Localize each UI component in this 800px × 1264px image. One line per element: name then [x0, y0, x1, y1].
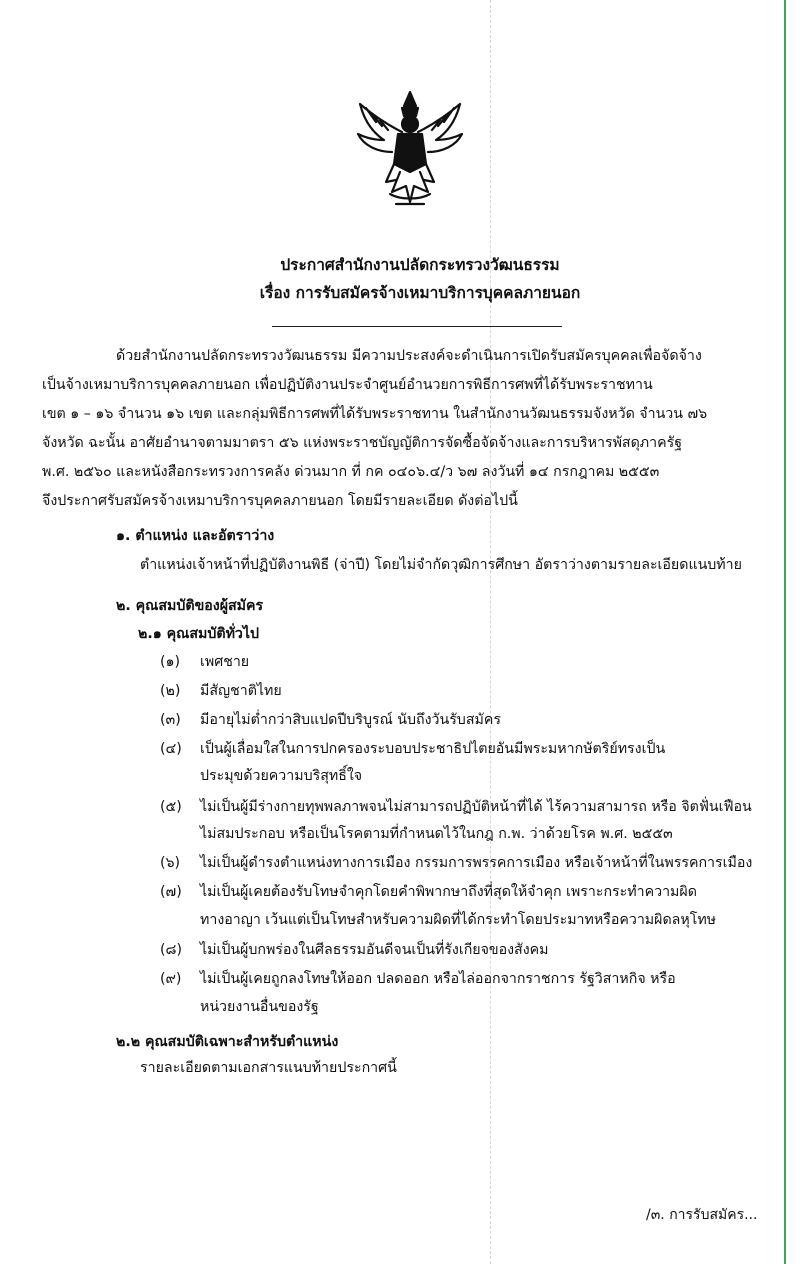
item-text-continued: ทางอาญา เว้นแต่เป็นโทษสำหรับความผิดที่ได้กระทำโดยประมาทหรือความผิดลหุโทษ — [200, 912, 717, 928]
qualification-item — [160, 969, 676, 989]
intro-line: พ.ศ. ๒๕๖๐ และหนังสือกระทรวงการคลัง ด่วนมาก ที่ กค ๐๔๐๖.๔/ว ๖๗ ลงวันที่ ๑๔ กรกฎาคม ๒๕๕๓ — [42, 464, 660, 480]
qualification-item — [160, 940, 549, 960]
qualification-item — [160, 853, 752, 873]
qualification-item — [160, 710, 501, 730]
section2-2-heading: ๒.๒ คุณสมบัติเฉพาะสำหรับตำแหน่ง — [116, 1034, 339, 1050]
item-text: ไม่เป็นผู้บกพร่องในศีลธรรมอันดีจนเป็นที่รังเกียจของสังคม — [200, 942, 549, 958]
section2-2-text: รายละเอียดตามเอกสารแนบท้ายประกาศนี้ — [140, 1060, 397, 1076]
intro-line: เขต ๑ – ๑๖ จำนวน ๑๖ เขต และกลุ่มพิธีการศพที่ได้รับพระราชทาน ในสำนักงานวัฒนธรรมจังหวัด จำนวน ๗๖ — [42, 406, 708, 422]
item-number: (๖) — [160, 855, 181, 871]
section1-text: ตำแหน่งเจ้าหน้าที่ปฏิบัติงานพิธี (จ่าปี) โดยไม่จำกัดวุฒิการศึกษา อัตราว่างตามรายละเอียดแนบท้าย — [140, 557, 742, 573]
qualification-item — [160, 652, 249, 672]
section2-heading: ๒. คุณสมบัติของผู้สมัคร — [116, 598, 264, 614]
item-text: ไม่เป็นผู้เคยต้องรับโทษจำคุกโดยคำพิพากษาถึงที่สุดให้จำคุก เพราะกระทำความผิด — [200, 884, 697, 900]
qualification-item — [160, 739, 665, 759]
item-number: (๔) — [160, 741, 182, 757]
intro-line: ด้วยสำนักงานปลัดกระทรวงวัฒนธรรม มีความประสงค์จะดำเนินการเปิดรับสมัครบุคคลเพื่อจัดจ้าง — [116, 348, 702, 364]
section2-1-heading: ๒.๑ คุณสมบัติทั่วไป — [138, 626, 260, 642]
margin-line — [784, 0, 786, 1264]
fold-line — [490, 0, 491, 1264]
item-text: มีอายุไม่ต่ำกว่าสิบแปดปีบริบูรณ์ นับถึงวันรับสมัคร — [200, 712, 501, 728]
item-number: (๙) — [160, 971, 182, 987]
intro-line: จังหวัด ฉะนั้น อาศัยอำนาจตามมาตรา ๕๖ แห่งพระราชบัญญัติการจัดซื้อจัดจ้างและการบริหารพัสดุภาครัฐ — [42, 435, 683, 451]
item-text: มีสัญชาติไทย — [200, 683, 282, 699]
intro-line: จึงประกาศรับสมัครจ้างเหมาบริการบุคคลภายนอก โดยมีรายละเอียด ดังต่อไปนี้ — [42, 493, 518, 509]
document-subject: เรื่อง การรับสมัครจ้างเหมาบริการบุคคลภายนอก — [259, 284, 581, 302]
item-text: ไม่เป็นผู้มีร่างกายทุพพลภาพจนไม่สามารถปฏิบัติหน้าที่ได้ ไร้ความสามารถ หรือ จิตฟั่นเฟือน — [200, 799, 752, 815]
section1-heading: ๑. ตำแหน่ง และอัตราว่าง — [116, 528, 275, 544]
item-text: ไม่เป็นผู้เคยถูกลงโทษให้ออก ปลดออก หรือไล่ออกจากราชการ รัฐวิสาหกิจ หรือ — [200, 971, 676, 987]
item-number: (๑) — [160, 654, 181, 670]
item-text-continued: ไม่สมประกอบ หรือเป็นโรคตามที่กำหนดไว้ในกฎ ก.พ. ว่าด้วยโรค พ.ศ. ๒๕๕๓ — [200, 826, 673, 842]
item-text: เพศชาย — [200, 654, 250, 670]
item-text: ไม่เป็นผู้ดำรงตำแหน่งทางการเมือง กรรมการพรรคการเมือง หรือเจ้าหน้าที่ในพรรคการเมือง — [200, 855, 753, 871]
item-number: (๘) — [160, 942, 183, 958]
title-divider — [272, 326, 562, 327]
item-text-continued: ประมุขด้วยความบริสุทธิ์ใจ — [200, 768, 363, 784]
qualification-item — [160, 882, 697, 902]
item-text: เป็นผู้เลื่อมใสในการปกครองระบอบประชาธิปไตยอันมีพระมหากษัตริย์ทรงเป็น — [200, 741, 666, 757]
intro-line: เป็นจ้างเหมาบริการบุคคลภายนอก เพื่อปฏิบัติงานประจำศูนย์อำนวยการพิธีการศพที่ได้รับพระราชทาน — [42, 377, 653, 393]
garuda-seal-icon — [350, 86, 470, 214]
item-number: (๕) — [160, 799, 182, 815]
qualification-item — [160, 681, 282, 701]
next-page-reference: /๓. การรับสมัคร... — [646, 1207, 758, 1223]
item-number: (๓) — [160, 712, 181, 728]
document-title: ประกาศสำนักงานปลัดกระทรวงวัฒนธรรม — [280, 256, 560, 274]
qualification-item — [160, 797, 752, 817]
item-text-continued: หน่วยงานอื่นของรัฐ — [200, 999, 319, 1015]
item-number: (๗) — [160, 884, 182, 900]
item-number: (๒) — [160, 683, 181, 699]
